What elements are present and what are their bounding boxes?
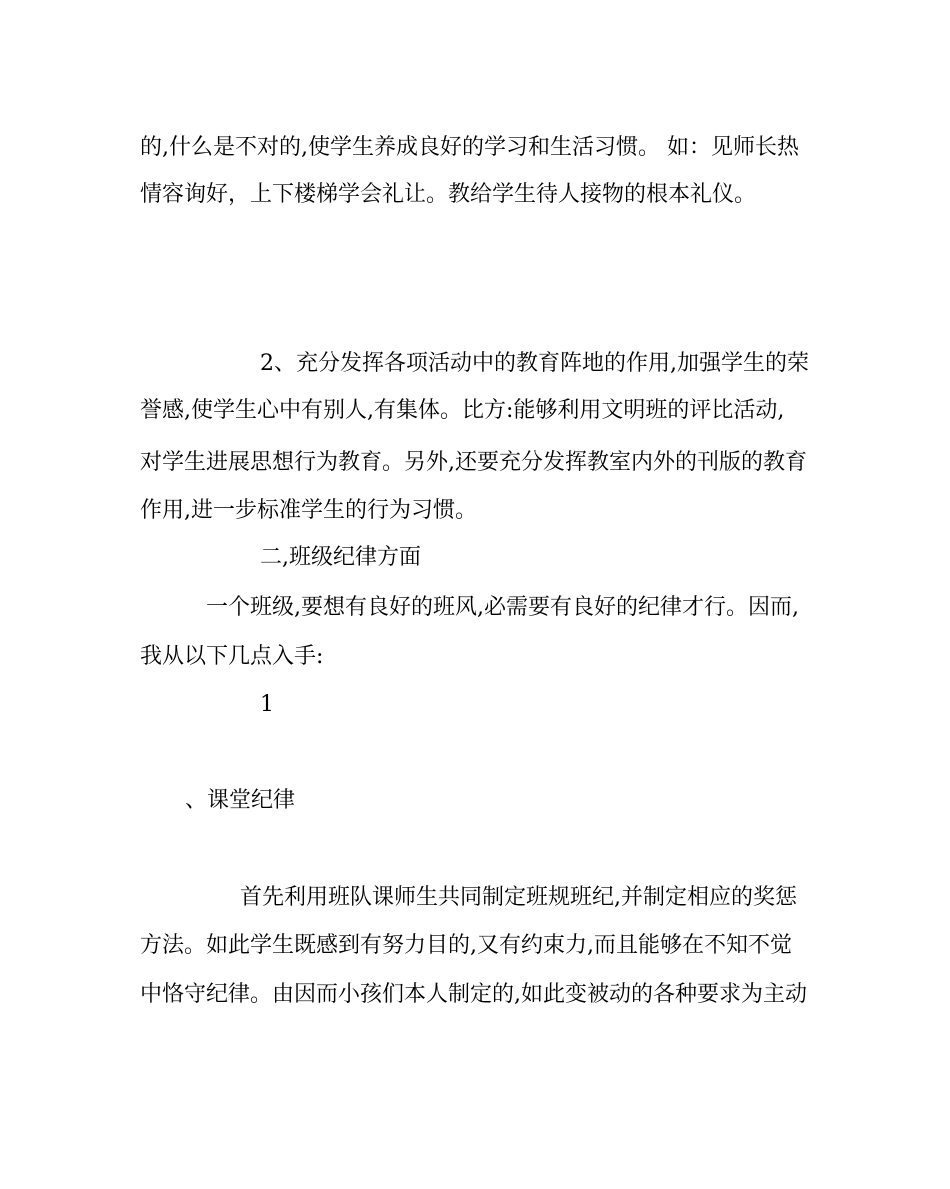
text-line-6: 作用,进一步标准学生的行为习惯。 — [140, 498, 477, 523]
text-line-9: 我从以下几点入手: — [140, 644, 324, 669]
text-line-2: 情容询好，上下楼梯学会礼让。教给学生待人接物的根本礼仪。 — [140, 182, 757, 207]
list-number: 1 — [260, 692, 274, 717]
text-line-8: 一个班级,要想有良好的班风,必需要有良好的纪律才行。因而, — [206, 595, 799, 620]
text-line-12: 首先利用班队课师生共同制定班规班纪,并制定相应的奖惩 — [240, 885, 797, 910]
text-line-13: 方法。如此学生既感到有努力目的,又有约束力,而且能够在不知不觉 — [140, 933, 792, 958]
text-line-3: 2、充分发挥各项活动中的教育阵地的作用,加强学生的荣 — [260, 351, 809, 376]
text-line-14: 中恪守纪律。由因而小孩们本人制定的,如此变被动的各种要求为主动 — [140, 982, 807, 1007]
text-line-4: 誉感,使学生心中有别人,有集体。比方:能够利用文明班的评比活动, — [140, 398, 785, 423]
text-line-1: 的,什么是不对的,使学生养成良好的学习和生活习惯。 如：见师长热 — [140, 135, 799, 160]
section-heading: 二,班级纪律方面 — [260, 545, 421, 570]
text-line-5: 对学生进展思想行为教育。另外,还要充分发挥教室内外的刊版的教育 — [140, 450, 807, 475]
subsection-heading: 、课堂纪律 — [185, 788, 296, 813]
